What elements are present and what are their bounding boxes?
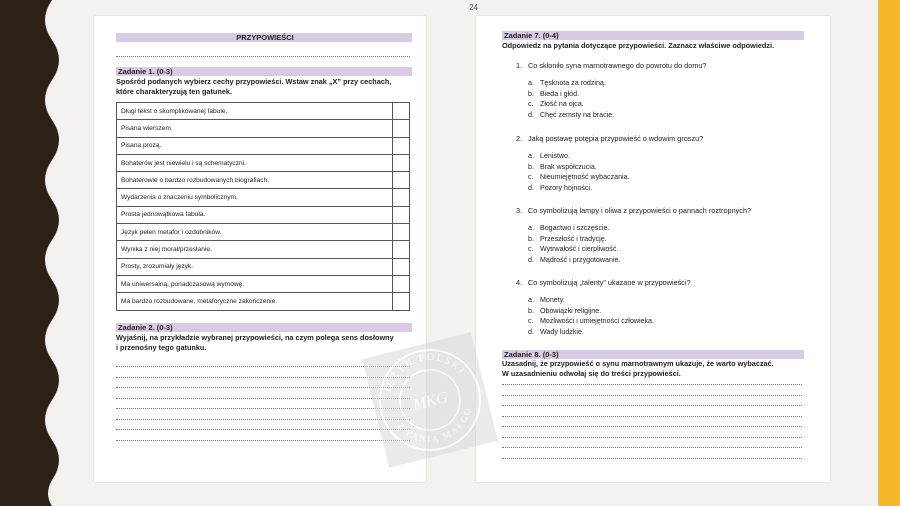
answer-checkbox[interactable] (393, 206, 410, 223)
option-letter: d. (528, 256, 534, 265)
task8-header: Zadanie 8. (0-3) (502, 350, 804, 359)
task8-instructions: Uzasadnij, że przypowieść o synu marnotrawnym ukazuje, że warto wybaczać. W uzasadnieniu odwołaj się do treści przypowieści. (502, 359, 774, 378)
option-letter: a. (528, 79, 534, 87)
option-text: Wady ludzkie. (540, 328, 584, 337)
answer-line[interactable] (502, 395, 802, 396)
answer-line[interactable] (502, 416, 802, 417)
svg-text:Z PANIĄ MAŁGO: Z PANIĄ MAŁGO (395, 405, 474, 445)
option-letter: d. (528, 111, 534, 120)
question-2 (516, 134, 816, 143)
answer-checkbox[interactable] (393, 137, 410, 154)
feature-label: Ma uniwersalną, ponadczasową wymowę. (117, 275, 393, 292)
answer-line[interactable] (502, 458, 802, 459)
answer-checkbox[interactable] (393, 103, 410, 120)
feature-label: Ma bardzo rozbudowane, metaforyczne zakończenie. (117, 293, 393, 310)
answer-line[interactable] (502, 384, 802, 385)
option-text: Chęć zemsty na bracie. (540, 111, 615, 120)
table-row (117, 275, 410, 292)
option-letter: a. (528, 296, 534, 304)
answer-checkbox[interactable] (393, 258, 410, 275)
option-text: Obowiązki religijne. (540, 306, 602, 315)
accent-bar (878, 0, 900, 506)
option-text: Lenistwo. (540, 152, 570, 160)
section-title: PRZYPOWIEŚCI (116, 33, 412, 42)
wavy-border-decoration (0, 0, 60, 506)
option-text: Pozory hojności. (540, 184, 593, 193)
question-text: Co symbolizują lampy i oliwa z przypowieści o pannach roztropnych? (528, 206, 752, 215)
feature-label: Prosty, zrozumiały język. (117, 258, 393, 275)
question-number: 4. (516, 278, 523, 287)
answer-checkbox[interactable] (393, 241, 410, 258)
answer-option[interactable] (528, 163, 597, 172)
question-3 (516, 206, 816, 215)
question-text: Jaką postawę potępia przypowieść o wdowim groszu? (528, 134, 704, 143)
answer-option[interactable] (528, 328, 584, 337)
feature-label: Wydarzenia o znaczeniu symbolicznym. (117, 189, 393, 206)
svg-text:MKG: MKG (411, 388, 450, 415)
option-letter: c. (528, 317, 534, 326)
option-text: Możliwości i umiejętności człowieka. (540, 317, 654, 326)
worksheet-page-right (476, 16, 830, 482)
answer-checkbox[interactable] (393, 172, 410, 189)
svg-text:JĘZYK POLSKI: JĘZYK POLSKI (382, 351, 468, 394)
option-text: Wytrwałość i cierpliwość. (540, 245, 619, 254)
answer-line[interactable] (502, 405, 802, 406)
feature-label: Bohaterowie o bardzo rozbudowanych biografiach. (117, 172, 393, 189)
option-text: Brak współczucia. (540, 162, 597, 171)
question-1 (516, 61, 816, 70)
option-text: Monety. (540, 296, 565, 304)
answer-checkbox[interactable] (393, 154, 410, 171)
question-number: 3. (516, 206, 523, 215)
feature-label: Pisana wierszem. (117, 120, 393, 137)
answer-option[interactable] (528, 111, 614, 120)
answer-option[interactable] (528, 245, 618, 254)
watermark-stamp (360, 330, 500, 470)
question-text: Co skłoniło syna marnotrawnego do powrotu do domu? (528, 61, 707, 70)
table-row (117, 137, 410, 154)
answer-line[interactable] (502, 447, 802, 448)
table-row (117, 120, 410, 137)
answer-option[interactable] (528, 100, 584, 109)
option-letter: b. (528, 162, 534, 171)
answer-option[interactable] (528, 235, 607, 244)
option-text: Tęsknota za rodziną. (540, 79, 606, 87)
answer-option[interactable] (528, 256, 620, 265)
task1-instructions: Spośród podanych wybierz cechy przypowieści. Wstaw znak „X” przy cechach, które charakteryzują ten gatunek. (116, 77, 392, 96)
table-row (117, 206, 410, 223)
answer-line[interactable] (502, 437, 802, 438)
option-letter: a. (528, 224, 534, 232)
answer-option[interactable] (528, 152, 570, 161)
option-text: Bieda i głód. (540, 89, 580, 98)
option-letter: d. (528, 184, 534, 193)
task2-header: Zadanie 2. (0-3) (116, 323, 412, 332)
question-4 (516, 278, 816, 287)
features-table (116, 102, 410, 311)
feature-label: Wynika z niej morał/przesłanie. (117, 241, 393, 258)
answer-option[interactable] (528, 90, 579, 99)
answer-option[interactable] (528, 173, 630, 182)
feature-label: Prosta jednowątkowa fabuła. (117, 206, 393, 223)
table-row (117, 224, 410, 241)
option-text: Bogactwo i szczęście. (540, 224, 610, 232)
table-row (117, 154, 410, 171)
option-letter: c. (528, 100, 534, 109)
question-number: 1. (516, 61, 523, 70)
option-text: Złość na ojca. (540, 100, 584, 109)
option-text: Przeszłość i tradycję. (540, 234, 607, 243)
answer-option[interactable] (528, 79, 606, 88)
table-row (117, 293, 410, 310)
option-letter: c. (528, 245, 534, 254)
task7-instructions: Odpowiedz na pytania dotyczące przypowieści. Zaznacz właściwe odpowiedzi. (502, 41, 775, 50)
question-number: 2. (516, 134, 523, 143)
answer-line[interactable] (502, 426, 802, 427)
answer-option[interactable] (528, 224, 609, 233)
answer-option[interactable] (528, 307, 601, 316)
answer-checkbox[interactable] (393, 120, 410, 137)
task7-header: Zadanie 7. (0-4) (502, 31, 804, 40)
feature-label: Długi tekst o skomplikowanej fabule. (117, 103, 393, 120)
answer-checkbox[interactable] (393, 189, 410, 206)
answer-checkbox[interactable] (393, 224, 410, 241)
feature-label: Język pełen metafor i ozdobników. (117, 224, 393, 241)
answer-line (116, 56, 410, 57)
page-number: 24 (469, 3, 478, 12)
task2-instructions: Wyjaśnij, na przykładzie wybranej przypowieści, na czym polega sens dosłowny i przenośny tego gatunku. (116, 333, 394, 352)
answer-checkbox[interactable] (393, 293, 410, 310)
option-letter: b. (528, 306, 534, 315)
answer-checkbox[interactable] (393, 275, 410, 292)
question-text: Co symbolizują „talenty” ukazane w przypowieści? (528, 278, 691, 287)
table-row (117, 241, 410, 258)
option-text: Nieumiejętność wybaczania. (540, 173, 630, 182)
option-letter: d. (528, 328, 534, 337)
table-row (117, 103, 410, 120)
table-row (117, 189, 410, 206)
table-row (117, 258, 410, 275)
option-text: Mądrość i przygotowanie. (540, 256, 621, 265)
answer-option[interactable] (528, 184, 592, 193)
option-letter: c. (528, 173, 534, 182)
task1-header: Zadanie 1. (0-3) (116, 67, 412, 76)
table-row (117, 172, 410, 189)
feature-label: Pisana prozą. (117, 137, 393, 154)
answer-option[interactable] (528, 317, 654, 326)
answer-option[interactable] (528, 296, 565, 305)
feature-label: Bohaterów jest niewielu i są schematyczni. (117, 154, 393, 171)
option-letter: a. (528, 152, 534, 160)
option-letter: b. (528, 234, 534, 243)
option-letter: b. (528, 89, 534, 98)
